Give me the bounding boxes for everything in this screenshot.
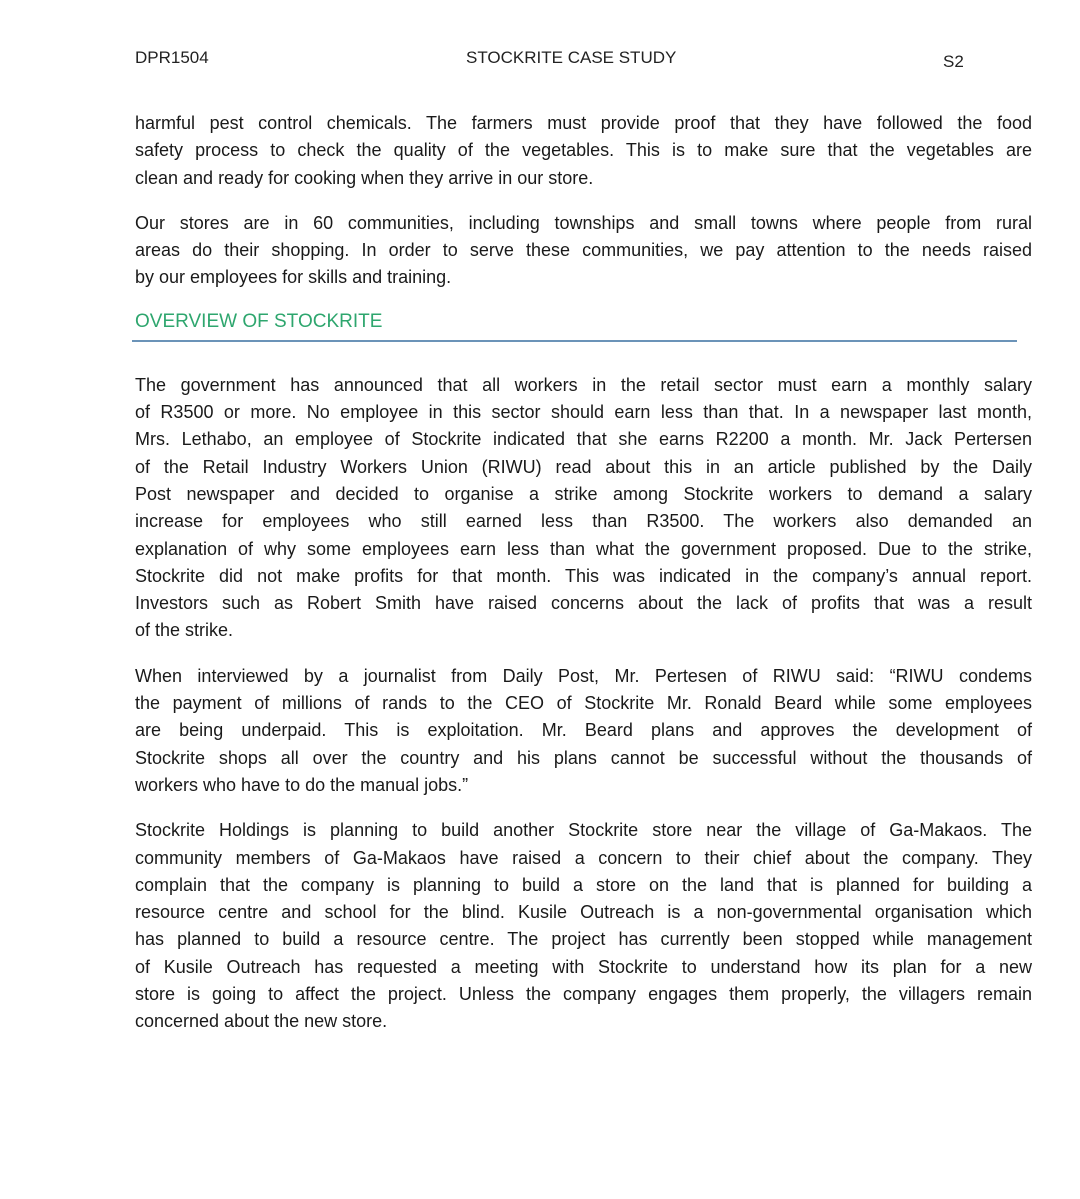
section-heading: OVERVIEW OF STOCKRITE: [135, 310, 383, 332]
text-line: explanation of why some employees earn less than what the government proposed. Due to the strike,: [135, 538, 1032, 559]
text-line: the payment of millions of rands to the CEO of Stockrite Mr. Ronald Beard while some employees: [135, 693, 1032, 714]
paragraph: [135, 372, 1032, 645]
text-line: areas do their shopping. In order to serve these communities, we pay attention to the needs raised: [135, 240, 1032, 261]
text-line: Post newspaper and decided to organise a strike among Stockrite workers to demand a salary: [135, 483, 1032, 504]
text-line: workers who have to do the manual jobs.”: [135, 774, 469, 795]
page-number: S2: [943, 52, 964, 71]
text-line: harmful pest control chemicals. The farmers must provide proof that they have followed the food: [135, 113, 1032, 133]
text-line: complain that the company is planning to build a store on the land that is planned for building a: [135, 874, 1032, 895]
course-code: DPR1504: [135, 48, 209, 67]
text-line: by our employees for skills and training.: [135, 267, 452, 288]
document-body: [135, 110, 1032, 1054]
text-line: Stockrite did not make profits for that month. This was indicated in the company’s annual report.: [135, 565, 1032, 586]
document-title: STOCKRITE CASE STUDY: [466, 48, 677, 67]
text-line: Stockrite shops all over the country and his plans cannot be successful without the thousands of: [135, 747, 1032, 768]
text-line: Our stores are in 60 communities, including townships and small towns where people from rural: [135, 212, 1032, 233]
intro-paragraphs: [135, 110, 1032, 292]
text-line: resource centre and school for the blind. Kusile Outreach is a non-governmental organisation which: [135, 902, 1032, 923]
text-line: community members of Ga-Makaos have raised a concern to their chief about the company. They: [135, 847, 1032, 868]
text-line: of the strike.: [135, 620, 234, 641]
text-line: of Kusile Outreach has requested a meeting with Stockrite to understand how its plan for a new: [135, 956, 1032, 977]
text-line: has planned to build a resource centre. The project has currently been stopped while management: [135, 929, 1032, 950]
paragraph: [135, 817, 1032, 1035]
text-line: of the Retail Industry Workers Union (RIWU) read about this in an article published by the Daily: [135, 456, 1032, 477]
text-line: store is going to affect the project. Unless the company engages them properly, the villagers remain: [135, 984, 1032, 1005]
text-line: increase for employees who still earned less than R3500. The workers also demanded an: [135, 511, 1032, 532]
text-line: The government has announced that all workers in the retail sector must earn a monthly salary: [135, 374, 1032, 395]
heading-divider: [132, 340, 1017, 342]
text-line: When interviewed by a journalist from Daily Post, Mr. Pertesen of RIWU said: “RIWU condems: [135, 665, 1032, 686]
text-line: Mrs. Lethabo, an employee of Stockrite indicated that she earns R2200 a month. Mr. Jack Pertersen: [135, 429, 1032, 450]
overview-paragraphs: [135, 372, 1032, 1036]
text-line: concerned about the new store.: [135, 1011, 388, 1032]
text-line: Stockrite Holdings is planning to build another Stockrite store near the village of Ga-Makaos. The: [135, 820, 1032, 841]
text-line: of R3500 or more. No employee in this sector should earn less than that. In a newspaper last month,: [135, 402, 1032, 423]
text-line: safety process to check the quality of the vegetables. This is to make sure that the vegetables are: [135, 140, 1032, 161]
text-line: Investors such as Robert Smith have raised concerns about the lack of profits that was a result: [135, 593, 1032, 614]
paragraph: [135, 663, 1032, 799]
text-line: are being underpaid. This is exploitation. Mr. Beard plans and approves the development of: [135, 720, 1032, 741]
paragraph: [135, 110, 1032, 192]
text-line: clean and ready for cooking when they arrive in our store.: [135, 167, 594, 188]
paragraph: [135, 210, 1032, 292]
